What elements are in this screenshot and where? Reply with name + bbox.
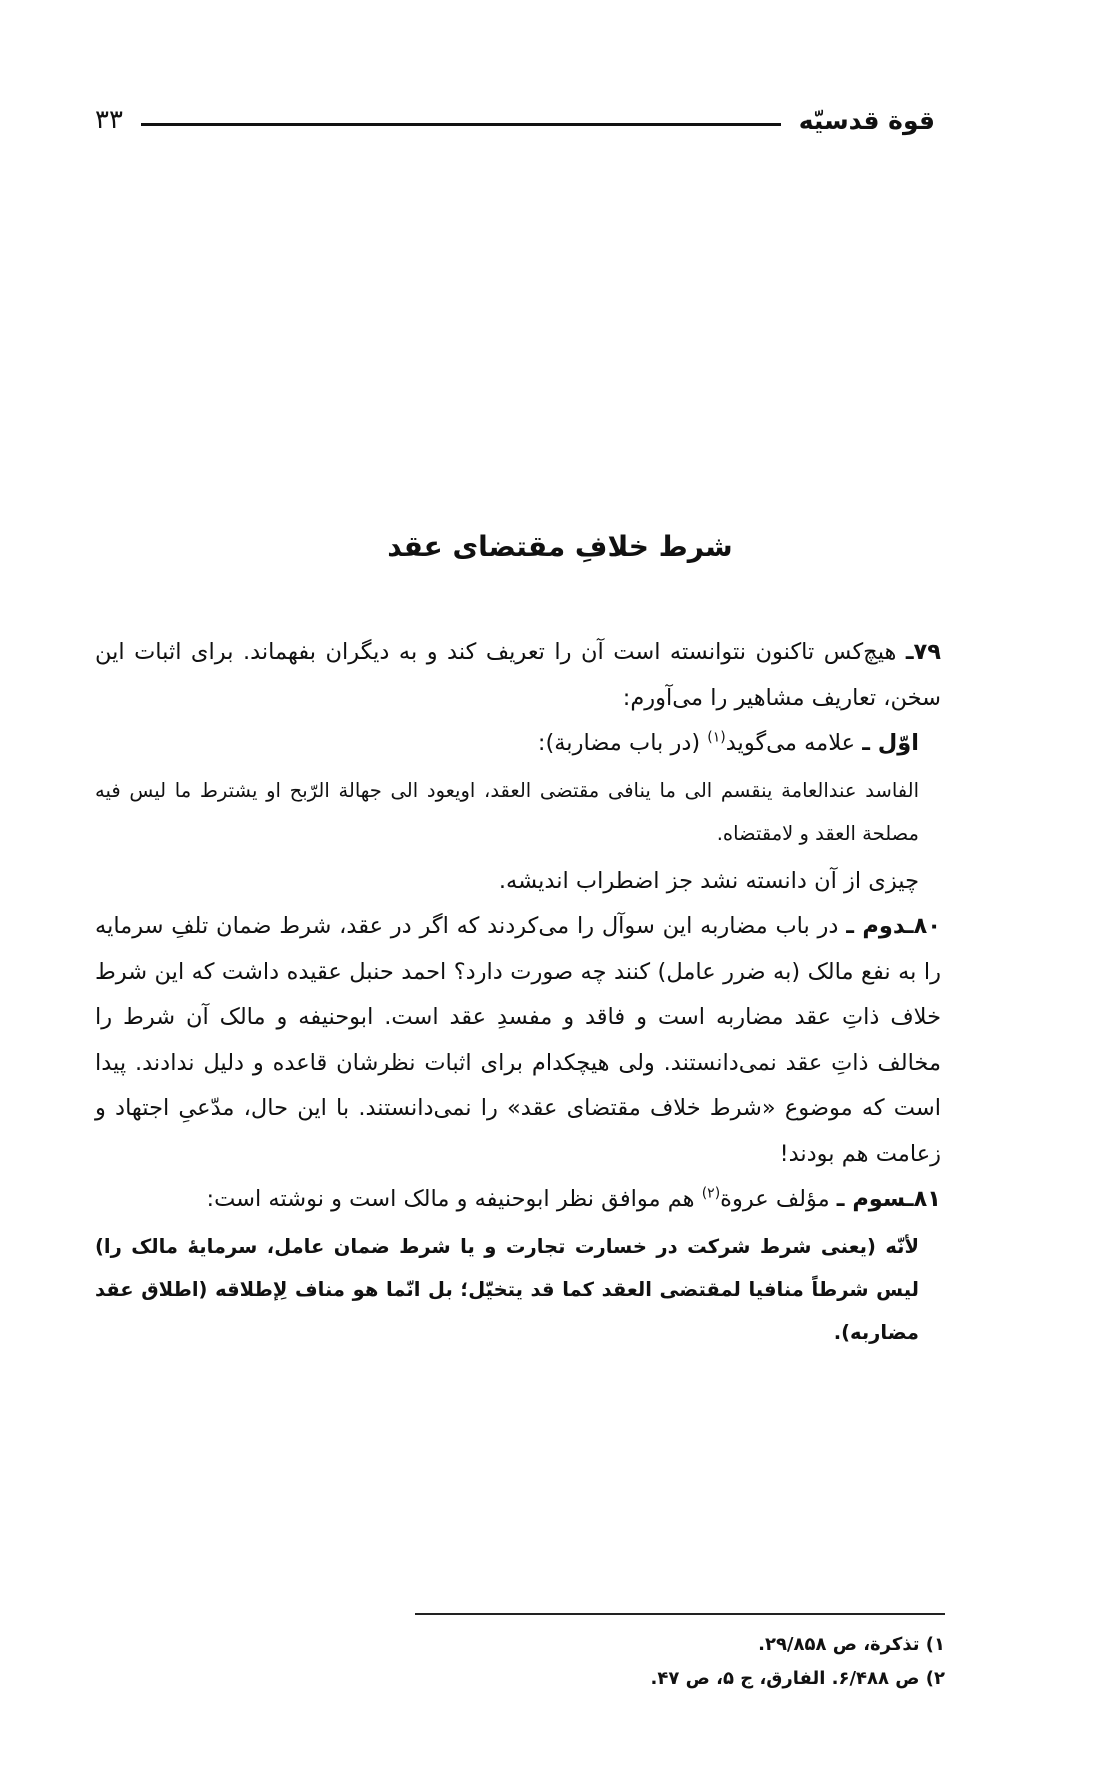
paragraph-text-after: (در باب مضاربة): [537, 730, 708, 756]
footnote-ref-2[interactable]: (۲) [701, 1185, 721, 1202]
paragraph-text-after: هم موافق نظر ابوحنیفه و مالک است و نوشته است: [206, 1186, 702, 1212]
body-text [95, 630, 941, 1358]
header-rule [141, 123, 781, 126]
footnote-2: ۲) ص ۶/۴۸۸. الفارق، ج ۵، ص ۴۷. [650, 1668, 945, 1689]
paragraph-80 [95, 904, 941, 1177]
page-number: ۳۳ [95, 105, 123, 135]
paragraph-text: در باب مضاربه این سوآل را می‌کردند که اگر در عقد، شرط ضمان تلفِ سرمایه را به نفع مالک (به ضرر عامل) کنند چه صورت دارد؟ احمد حنبل عقیده داشت که این شرط خلاف ذاتِ عقد مضاربه است و فاقد و مفسدِ عقد است. ابوحنیفه و مالک آن شرط را مخالف ذاتِ عقد نمی‌دانستند. ولی هیچکدام برای اثبات نظرشان قاعده و دلیل ندادند. پیدا است که موضوع «شرط خلاف مقتضای عقد» را نمی‌دانستند. با این حال، مدّعیِ اجتهاد و زعامت هم بودند! [95, 913, 941, 1167]
paragraph-lead: دوم ـ [846, 913, 906, 939]
paragraph-text: علامه می‌گوید [725, 730, 856, 756]
paragraph-first-definition [95, 721, 941, 767]
paragraph-81 [95, 1177, 941, 1223]
paragraph-text: مؤلف عروة [720, 1186, 830, 1212]
footnote-rule [415, 1613, 945, 1615]
section-title: شرط خلافِ مقتضای عقد [387, 530, 733, 563]
quote-allamah: الفاسد عندالعامة ینقسم الی ما ینافی مقتضی العقد، اویعود الی جهالة الرّبح او یشترط ما لیس فیه مصلحة العقد و لامقتضاه. [95, 778, 919, 845]
paragraph-number: ۷۹ـ [905, 639, 942, 665]
paragraph-number: ۸۰ـ [905, 913, 942, 939]
paragraph-number: ۸۱ـ [905, 1186, 941, 1212]
footnote-1: ۱) تذکرة، ص ۲۹/۸۵۸. [758, 1634, 945, 1655]
paragraph-lead: سوم ـ [836, 1186, 906, 1212]
paragraph-text: هیچ‌کس تاکنون نتوانسته است آن را تعریف کند و به دیگران بفهماند. برای اثبات این سخن، تعاریف مشاهیر را می‌آورم: [95, 639, 941, 711]
paragraph-remark: چیزی از آن دانسته نشد جز اضطراب اندیشه. [498, 867, 919, 894]
running-title: قوة قدسيّه [798, 105, 935, 135]
quote-urwah: لأنّه (یعنی شرط شرکت در خسارت تجارت و یا شرط ضمان عامل، سرمایهٔ مالک را) لیس شرطاً منافیا لمقتضی العقد کما قد یتخیّل؛ بل انّما هو مناف لِإطلاقه (اطلاق عقد مضاربه). [95, 1234, 919, 1344]
footnote-ref-1[interactable]: (۱) [707, 729, 726, 746]
footnotes [415, 1628, 945, 1696]
paragraph-lead: اوّل ـ [862, 730, 919, 756]
paragraph-79 [95, 630, 941, 721]
page-header [95, 100, 935, 140]
